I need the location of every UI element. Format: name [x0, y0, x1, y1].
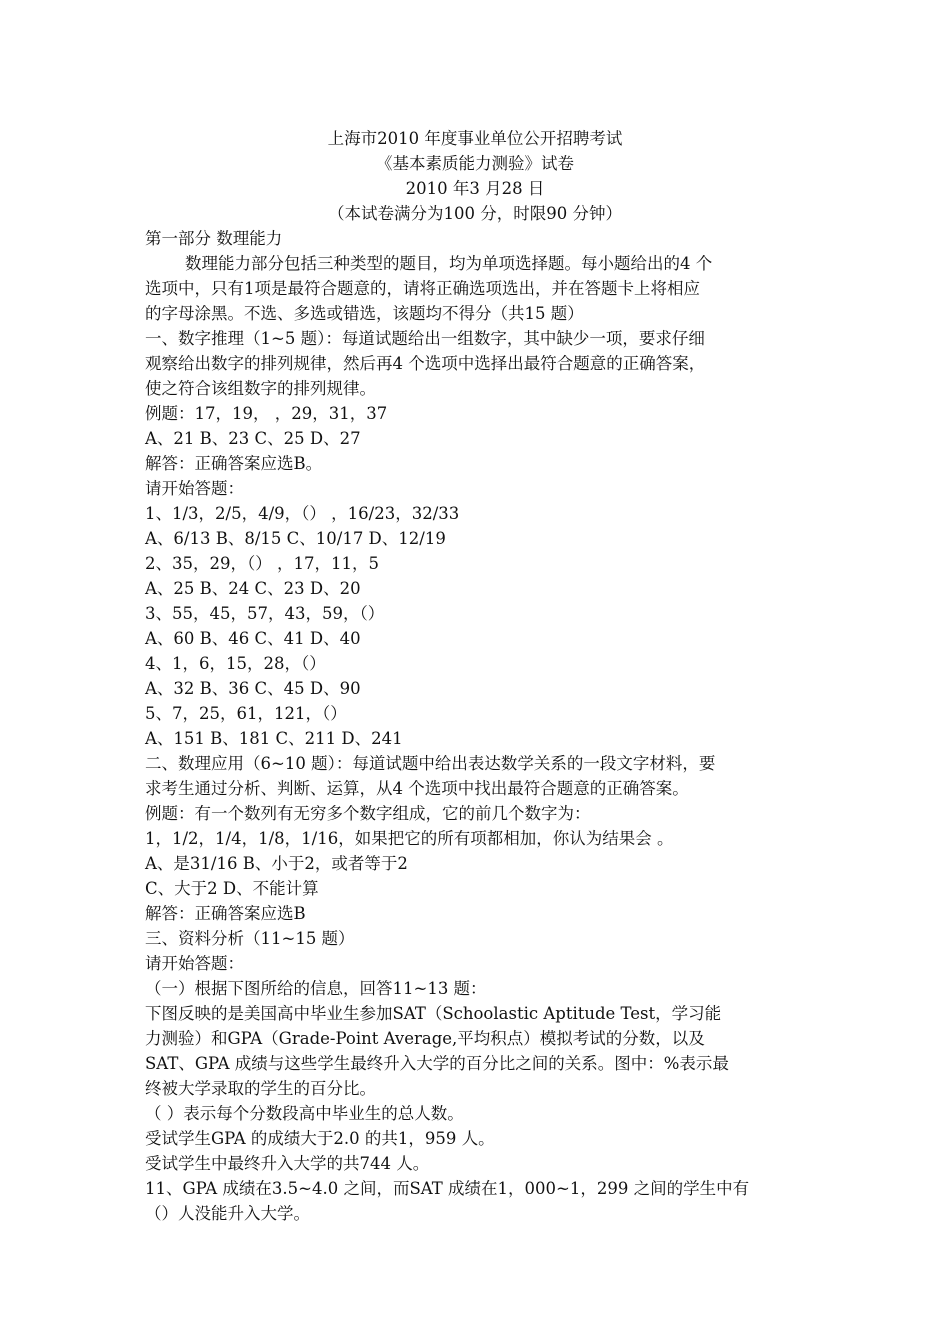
- start-prompt: 请开始答题：: [145, 954, 244, 973]
- paragraph-line: 选项中，只有1项是最符合题意的，请将正确选项选出，并在答题卡上将相应: [145, 279, 700, 298]
- paragraph-line: 受试学生GPA 的成绩大于2.0 的共1，959 人。: [145, 1129, 495, 1148]
- example-line: 例题：17，19， ，29，31，37: [145, 404, 388, 423]
- paragraph-line: 下图反映的是美国高中毕业生参加SAT（Schoolastic Aptitude Test，学习能: [145, 1004, 722, 1023]
- paragraph-line: 的字母涂黑。不选、多选或错选，该题均不得分（共15 题）: [145, 304, 584, 323]
- options-line: A、25 B、24 C、23 D、20: [145, 579, 361, 598]
- exam-date: 2010 年3 月28 日: [405, 179, 545, 198]
- options-line: A、6/13 B、8/15 C、10/17 D、12/19: [145, 529, 446, 548]
- question-line: 3、55，45，57，43，59，（）: [145, 604, 385, 623]
- example-answer: 解答：正确答案应选B: [145, 904, 306, 923]
- paragraph-line: 数理能力部分包括三种类型的题目，均为单项选择题。每小题给出的4 个: [185, 254, 713, 273]
- section-heading: 三、资料分析（11~15 题）: [145, 929, 355, 948]
- exam-title: 上海市2010 年度事业单位公开招聘考试: [327, 129, 623, 148]
- example-line: 1，1/2，1/4，1/8，1/16，如果把它的所有项都相加，你认为结果会 。: [145, 829, 674, 848]
- options-line: A、151 B、181 C、211 D、241: [145, 729, 403, 748]
- paragraph-line: 二、数理应用（6~10 题）：每道试题中给出表达数学关系的一段文字材料，要: [145, 754, 716, 773]
- paragraph-line: 观察给出数字的排列规律，然后再4 个选项中选择出最符合题意的正确答案，: [145, 354, 706, 373]
- options-line: A、60 B、46 C、41 D、40: [145, 629, 361, 648]
- paragraph-line: 终被大学录取的学生的百分比。: [145, 1079, 376, 1098]
- paragraph-line: （一）根据下图所给的信息，回答11~13 题：: [145, 979, 487, 998]
- exam-note: （本试卷满分为100 分，时限90 分钟）: [328, 204, 622, 223]
- question-line: 4、1，6，15，28，（）: [145, 654, 326, 673]
- paragraph-line: 力测验）和GPA（Grade-Point Average,平均积点）模拟考试的分数，以及: [145, 1029, 705, 1048]
- section-heading: 第一部分 数理能力: [145, 229, 283, 248]
- paragraph-line: 受试学生中最终升入大学的共744 人。: [145, 1154, 430, 1173]
- exam-subtitle: 《基本素质能力测验》试卷: [376, 154, 574, 173]
- question-line: 1、1/3，2/5，4/9，（） ，16/23，32/33: [145, 504, 460, 523]
- example-line: 例题：有一个数列有无穷多个数字组成，它的前几个数字为：: [145, 804, 591, 823]
- example-options: C、大于2 D、不能计算: [145, 879, 319, 898]
- paragraph-line: （ ）表示每个分数段高中毕业生的总人数。: [145, 1104, 464, 1123]
- document-body: [145, 226, 815, 1226]
- question-line: 5、7，25，61，121，（）: [145, 704, 347, 723]
- options-line: A、32 B、36 C、45 D、90: [145, 679, 361, 698]
- exam-header: [140, 126, 810, 226]
- paragraph-line: 使之符合该组数字的排列规律。: [145, 379, 376, 398]
- question-line: 2、35，29，（） ，17，11，5: [145, 554, 379, 573]
- example-options: A、是31/16 B、小于2，或者等于2: [145, 854, 408, 873]
- question-line: 11、GPA 成绩在3.5~4.0 之间，而SAT 成绩在1，000~1，299 之间的学生中有: [145, 1179, 750, 1198]
- example-options: A、21 B、23 C、25 D、27: [145, 429, 361, 448]
- paragraph-line: SAT、GPA 成绩与这些学生最终升入大学的百分比之间的关系。图中：%表示最: [145, 1054, 729, 1073]
- example-answer: 解答：正确答案应选B。: [145, 454, 323, 473]
- question-line: （）人没能升入大学。: [145, 1204, 310, 1223]
- paragraph-line: 求考生通过分析、判断、运算，从4 个选项中找出最符合题意的正确答案。: [145, 779, 689, 798]
- start-prompt: 请开始答题：: [145, 479, 244, 498]
- paragraph-line: 一、数字推理（1~5 题）：每道试题给出一组数字，其中缺少一项，要求仔细: [145, 329, 705, 348]
